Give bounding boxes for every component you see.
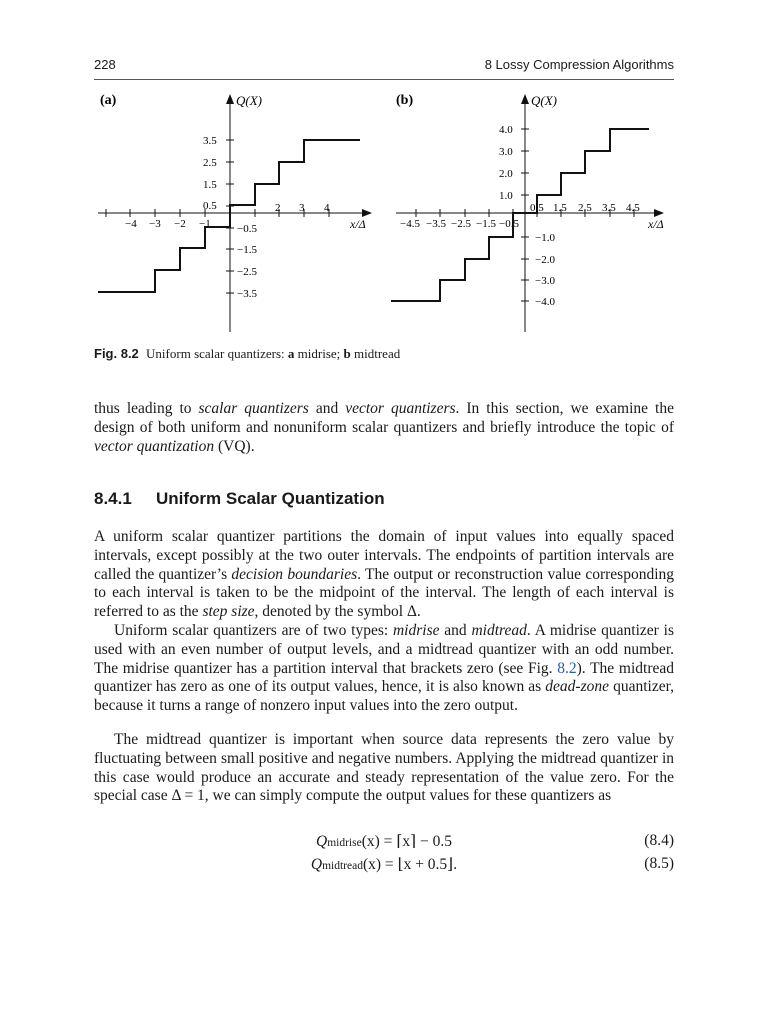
panel-b-xtick-label: −3.5 [426, 218, 446, 230]
panel-b-xtick-label: 4.5 [626, 202, 640, 214]
paragraph-types: Uniform scalar quantizers are of two types: midrise and midtread. A midrise quantizer is used with an even number of output levels, and a midtread quantizer with an odd number. The midrise quantizer has a partition interval that brackets zero (see Fig. 8.2). The midtread quantizer has zero as one of its output values, hence, it is also known as dead-zone quantizer, because it turns a range of nonzero input values into the zero output. [94, 622, 675, 715]
page-header [94, 57, 674, 80]
panel-a-xtick-label: 3 [299, 202, 305, 214]
section-number: 8.4.1 [94, 489, 132, 508]
panel-b-y-arrow [521, 94, 529, 104]
panel-b-ytick-label: 1.0 [499, 190, 513, 202]
panel-a-xtick-label: −1 [199, 218, 211, 230]
equation-8-4: Qmidrise(x) = ⌈x⌉ − 0.5 (8.4) [316, 832, 674, 850]
panel-b-xtick-label: −2.5 [451, 218, 471, 230]
panel-a-staircase [98, 140, 360, 292]
panel-a-ytick-label: 3.5 [203, 135, 217, 147]
panel-a-x-arrow [362, 209, 372, 217]
section-heading [94, 489, 674, 509]
panel-a-y-axis-label: Q(X) [236, 93, 262, 108]
paragraph-midtread: The midtread quantizer is important when source data represents the zero value by fluctuating between small positive and negative numbers. Applying the midtread quantizer in this case would produce an accurate and steady representation of the value zero. For the special case Δ = 1, we can simply compute the output values for these quantizers as [94, 731, 674, 805]
panel-a-ytick-label: 0.5 [203, 200, 217, 212]
panel-b-ytick-label: 2.0 [499, 168, 513, 180]
panel-b-ytick-label: −1.0 [535, 232, 555, 244]
panel-a-ytick-label: −1.5 [237, 244, 257, 256]
panel-b-ytick-label: −3.0 [535, 275, 555, 287]
panel-a-ytick-label: 1.5 [203, 179, 217, 191]
panel-b-xtick-label: −0.5 [499, 218, 519, 230]
panel-b-xtick-label: 2.5 [578, 202, 592, 214]
section-title: Uniform Scalar Quantization [156, 489, 385, 508]
paragraph-intro: thus leading to scalar quantizers and vector quantizers. In this section, we examine the design of both uniform and nonuniform scalar quantizers and briefly introduce the topic of vector quantization (VQ). [94, 400, 674, 455]
panel-a-xtick-label: 2 [275, 202, 281, 214]
panel-a-label: (a) [100, 93, 117, 108]
page-number: 228 [94, 57, 116, 72]
equation-8-5: Qmidtread(x) = ⌊x + 0.5⌋. (8.5) [310, 855, 674, 873]
panel-b-ytick-label: 3.0 [499, 146, 513, 158]
panel-a-ytick-label: −0.5 [237, 223, 257, 235]
panel-b-xtick-label: 0.5 [530, 202, 544, 214]
panel-b-xtick-label: −1.5 [476, 218, 496, 230]
chapter-title: 8 Lossy Compression Algorithms [484, 57, 674, 72]
panel-b-label: (b) [396, 93, 414, 108]
panel-b-xtick-label: −4.5 [400, 218, 420, 230]
panel-a-xtick-label: −4 [125, 218, 137, 230]
panel-a-ytick-label: −2.5 [237, 266, 257, 278]
panel-b-x-axis-label: x/Δ [648, 217, 664, 231]
figure-caption: Fig. 8.2 Uniform scalar quantizers: a midrise; b midtread [94, 346, 401, 361]
figure-8-2 [94, 88, 674, 343]
figure-link[interactable]: 8.2 [557, 659, 577, 677]
panel-a-ytick-label: 2.5 [203, 157, 217, 169]
panel-b-xtick-label: 1.5 [553, 202, 567, 214]
caption-label: Fig. 8.2 [94, 346, 139, 361]
panel-b-x-arrow [654, 209, 664, 217]
panel-b-ytick-label: −4.0 [535, 296, 555, 308]
panel-b-ytick-label: 4.0 [499, 124, 513, 136]
panel-b-ytick-label: −2.0 [535, 254, 555, 266]
panel-b-y-axis-label: Q(X) [531, 93, 557, 108]
panel-a-y-arrow [226, 94, 234, 104]
equation-number: (8.4) [644, 832, 674, 849]
panel-a-xtick-label: −3 [149, 218, 161, 230]
panel-a-x-axis-label: x/Δ [350, 217, 366, 231]
equation-number: (8.5) [644, 855, 674, 872]
panel-b [391, 93, 664, 332]
panel-a-xtick-label: −2 [174, 218, 186, 230]
paragraph-definition: A uniform scalar quantizer partitions the domain of input values into equally spaced intervals, except possibly at the two outer intervals. The endpoints of partition intervals are called the quantizer’s decision boundaries. The output or reconstruction value corresponding to each interval is taken to be the midpoint of the interval. The length of each interval is referred to as the step size, denoted by the symbol Δ. [94, 528, 674, 621]
panel-a [98, 93, 372, 332]
panel-a-xtick-label: 4 [324, 202, 330, 214]
panel-a-ytick-label: −3.5 [237, 288, 257, 300]
panel-b-xtick-label: 3.5 [602, 202, 616, 214]
